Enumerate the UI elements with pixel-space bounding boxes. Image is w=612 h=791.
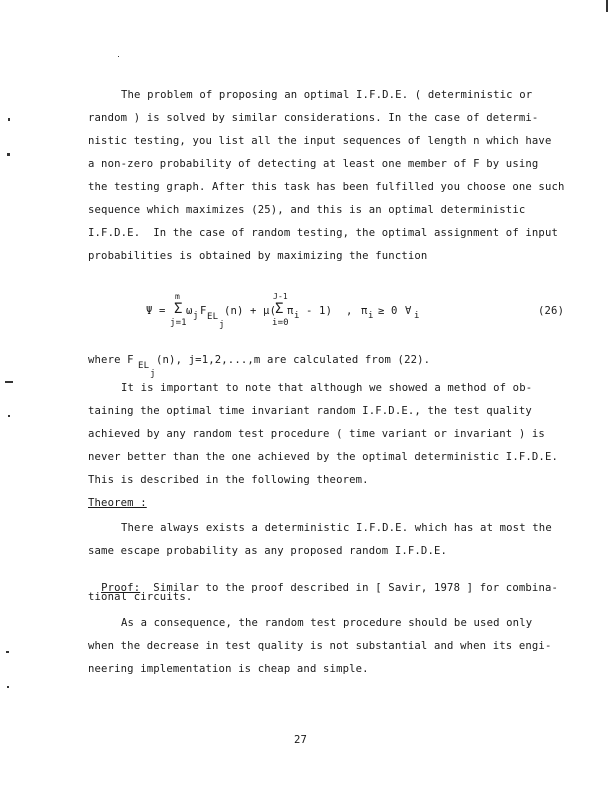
eq-comma: , (346, 305, 353, 317)
eq-F-sub: EL (207, 312, 219, 322)
paragraph-1-line: The problem of proposing an optimal I.F.D.E. ( deterministic or (121, 89, 533, 101)
eq-minus-one: - 1) (306, 305, 333, 317)
eq-sum1-lower: j=1 (170, 318, 187, 328)
paragraph-2-line: taining the optimal time invariant random I.F.D.E., the test quality (88, 405, 532, 417)
eq-constraint: ≥ 0 (378, 305, 398, 317)
paragraph-3-line: when the decrease in test quality is not substantial and when its engi- (88, 640, 552, 652)
eq-arg-n: (n) (224, 305, 244, 317)
eq-psi: Ψ (146, 305, 153, 317)
scan-artifact-margin (5, 381, 13, 383)
paragraph-3-line: As a consequence, the random test procedure should be used only (121, 617, 533, 629)
paragraph-2-line: achieved by any random test procedure ( time variant or invariant ) is (88, 428, 545, 440)
paragraph-2-line: never better than the one achieved by the optimal deterministic I.F.D.E. (88, 451, 559, 463)
eq-sum2-upper: J-1 (273, 292, 288, 301)
eq-omega: ω (186, 305, 193, 317)
eq-sum2-symbol: Σ (275, 301, 284, 317)
eq-F: F (200, 305, 207, 317)
where-rest: (n), j=1,2,...,m are calculated from (22). (156, 354, 431, 366)
eq-omega-sub: j (193, 311, 199, 321)
eq-forall-sub: i (414, 311, 420, 321)
eq-forall: ∀ (405, 305, 412, 317)
theorem-line: same escape probability as any proposed random I.F.D.E. (88, 545, 448, 557)
where-prefix: where F (88, 354, 134, 366)
scan-artifact-margin (6, 651, 9, 653)
scan-artifact-margin (8, 118, 10, 121)
eq-sum1-upper: m (175, 292, 180, 301)
paragraph-1-line: a non-zero probability of detecting at least one member of F by using (88, 158, 539, 170)
scan-artifact-margin (7, 153, 10, 156)
eq-sum1-symbol: Σ (174, 301, 183, 317)
eq-equals: = (159, 305, 166, 317)
where-subsub: j (150, 369, 156, 379)
theorem-heading: Theorem : (88, 497, 147, 509)
scan-artifact-top-right (606, 0, 608, 12)
proof-continuation: tional circuits. (88, 591, 193, 603)
theorem-line: There always exists a deterministic I.F.D.E. which has at most the (121, 522, 552, 534)
eq-plus-mu: + μ( (250, 305, 277, 317)
eq-pi-sub: i (294, 311, 300, 321)
paragraph-1-line: probabilities is obtained by maximizing the function (88, 250, 428, 262)
eq-pi-2-sub: i (368, 311, 374, 321)
proof-label: Proof: (101, 582, 141, 594)
paragraph-1-line: I.F.D.E. In the case of random testing, the optimal assignment of input (88, 227, 559, 239)
scan-artifact-dot (118, 56, 119, 57)
scan-artifact-margin (7, 686, 9, 688)
paragraph-1-line: random ) is solved by similar considerations. In the case of determi- (88, 112, 539, 124)
eq-pi-2: π (361, 305, 368, 317)
page-number: 27 (294, 734, 308, 746)
eq-F-subsub: j (219, 320, 225, 330)
where-sub: EL (138, 361, 150, 371)
paragraph-1-line: sequence which maximizes (25), and this is an optimal deterministic (88, 204, 526, 216)
paragraph-2-line: This is described in the following theorem. (88, 474, 369, 486)
paragraph-1-line: the testing graph. After this task has been fulfilled you choose one such (88, 181, 565, 193)
paragraph-3-line: neering implementation is cheap and simple. (88, 663, 369, 675)
proof-text: Similar to the proof described in [ Savir, 1978 ] for combina- (140, 582, 559, 594)
eq-pi: π (287, 305, 294, 317)
equation-number: (26) (538, 305, 565, 317)
scan-artifact-margin (8, 415, 10, 417)
eq-sum2-lower: i=0 (272, 318, 289, 328)
paragraph-1-line: nistic testing, you list all the input sequences of length n which have (88, 135, 552, 147)
paragraph-2-line: It is important to note that although we showed a method of ob- (121, 382, 533, 394)
